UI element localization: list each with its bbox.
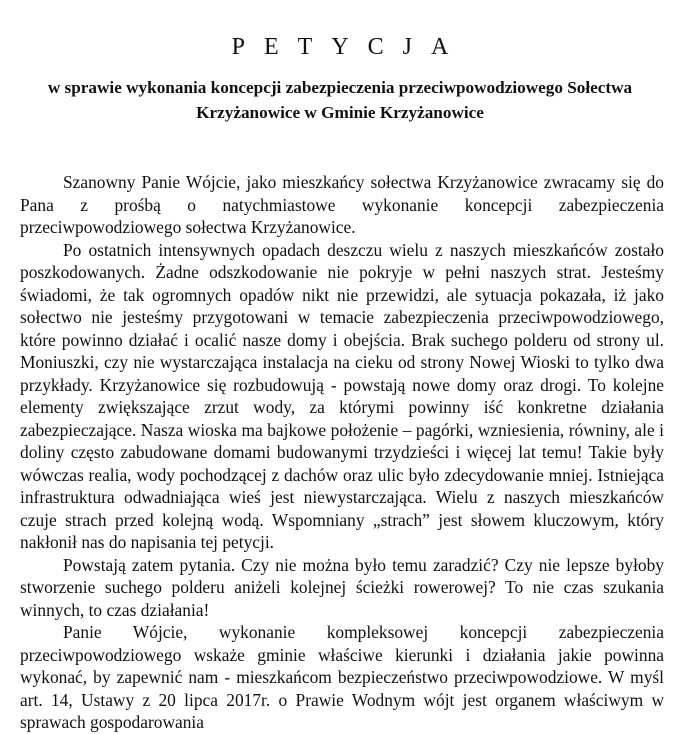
- paragraph-questions: Powstają zatem pytania. Czy nie można było temu zaradzić? Czy nie lepsze byłoby stworzenie suchego polderu aniżeli kolejnej ścieżki rowerowej? To nie czas szukania winnych, to czas działania!: [20, 554, 664, 620]
- paragraph-situation: Po ostatnich intensywnych opadach deszczu wielu z naszych mieszkańców zostało poszkodowanych. Żadne odszkodowanie nie pokryje w pełni naszych strat. Jesteśmy świadomi, że tak ogromnych opadów nikt nie przewidzi, ale sytuacja pokazała, iż jako sołectwo nie jesteśmy przygotowani w temacie zabezpieczenia przeciwpowodziowego, które powinno działać i ocalić nasze domy i obejścia. Brak suchego polderu od strony ul. Moniuszki, czy nie wystarczająca instalacja na cieku od strony Nowej Wioski to tylko dwa przykłady. Krzyżanowice się rozbudowują - powstają nowe domy oraz drogi. To kolejne elementy zwiększające zrzut wody, za którymi powinny iść konkretne działania zabezpieczające. Nasza wioska ma bajkowe położenie – pagórki, wzniesienia, równiny, ale i doliny często zabudowane domami budowanymi trzydzieści i więcej lat temu! Takie były wówczas realia, wody pochodzącej z dachów oraz ulic było zdecydowanie mniej. Istniejąca infrastruktura odwadniająca wieś jest niewystarczająca. Wielu z naszych mieszkańców czuje strach przed kolejną wodą. Wspomniany „strach” jest słowem kluczowym, który nakłonił nas do napisania tej petycji.: [20, 239, 664, 552]
- document-body: [20, 171, 664, 734]
- paragraph-greeting: Szanowny Panie Wójcie, jako mieszkańcy sołectwa Krzyżanowice zwracamy się do Pana z prośbą o natychmiastowe wykonanie koncepcji zabezpieczenia przeciwpowodziowego sołectwa Krzyżanowice.: [20, 172, 664, 237]
- subtitle-line-2: Krzyżanowice w Gminie Krzyżanowice: [196, 103, 484, 122]
- subtitle-line-1: w sprawie wykonania koncepcji zabezpieczenia przeciwpowodziowego Sołectwa: [47, 78, 633, 97]
- paragraph-request: Panie Wójcie, wykonanie kompleksowej koncepcji zabezpieczenia przeciwpowodziowego wskaże gminie właściwe kierunki i działania jakie powinna wykonać, by zapewnić nam - mieszkańcom bezpieczeństwo przeciwpowodziowe. W myśl art. 14, Ustawy z 20 lipca 2017r. o Prawie Wodnym wójt jest organem właściwym w sprawach gospodarowania: [20, 622, 664, 732]
- document-subtitle: [12, 75, 668, 125]
- document-title: PETYCJA: [231, 34, 468, 60]
